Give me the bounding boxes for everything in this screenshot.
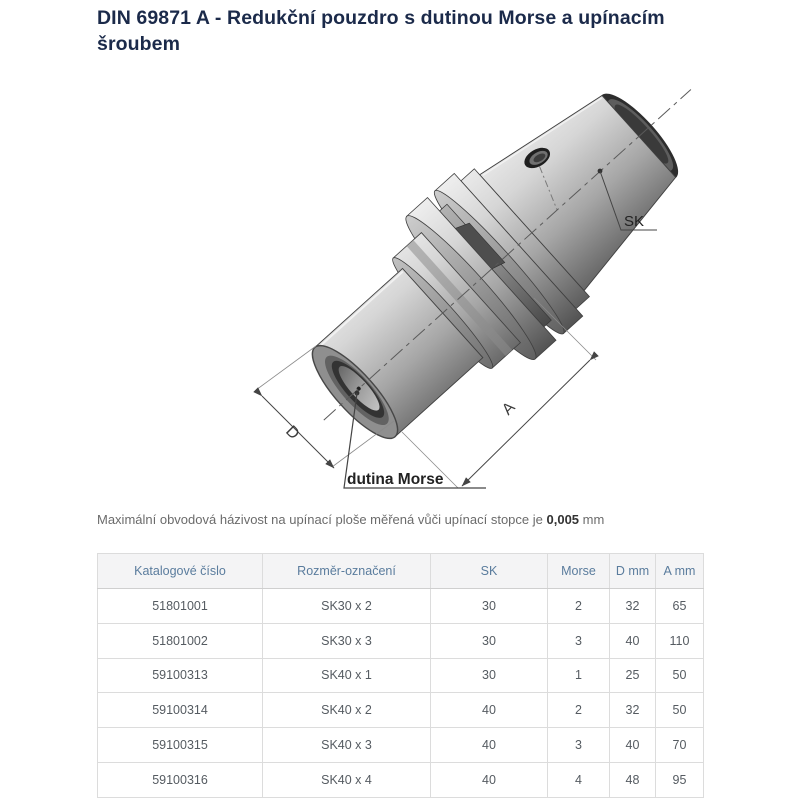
table-cell: 30 [431, 589, 548, 624]
table-row [98, 693, 704, 728]
table-cell: 70 [656, 728, 704, 763]
table-cell: 30 [431, 658, 548, 693]
table-cell: 4 [548, 762, 610, 797]
column-header: Katalogové číslo [98, 554, 263, 589]
spec-table-body [98, 589, 704, 798]
bore-callout-label: dutina Morse [347, 471, 444, 488]
runout-note [97, 512, 757, 527]
table-cell: 40 [431, 693, 548, 728]
table-cell: SK40 x 1 [263, 658, 431, 693]
page-title: DIN 69871 A - Redukční pouzdro s dutinou Morse a upínacím šroubem [97, 7, 665, 55]
table-cell: 48 [610, 762, 656, 797]
table-cell: 40 [431, 762, 548, 797]
table-cell: 51801001 [98, 589, 263, 624]
table-row [98, 658, 704, 693]
table-cell: 59100314 [98, 693, 263, 728]
spec-table-header-row [98, 554, 704, 589]
dimension-d-label: D [282, 422, 303, 444]
table-cell: SK40 x 2 [263, 693, 431, 728]
runout-note-text: Maximální obvodová házivost na upínací ploše měřená vůči upínací stopce je [97, 512, 543, 527]
table-cell: SK40 x 4 [263, 762, 431, 797]
column-header: D mm [610, 554, 656, 589]
table-cell: 51801002 [98, 623, 263, 658]
table-row [98, 589, 704, 624]
column-header: SK [431, 554, 548, 589]
table-row [98, 728, 704, 763]
table-cell: 95 [656, 762, 704, 797]
table-cell: 3 [548, 728, 610, 763]
taper-callout-label: SK [624, 213, 645, 230]
column-header: A mm [656, 554, 704, 589]
dimension-a-label: A [499, 399, 519, 419]
table-cell: 32 [610, 589, 656, 624]
table-cell: 50 [656, 693, 704, 728]
table-cell: 30 [431, 623, 548, 658]
table-row [98, 762, 704, 797]
table-cell: SK40 x 3 [263, 728, 431, 763]
table-cell: 110 [656, 623, 704, 658]
tool-body [260, 18, 756, 491]
column-header: Morse [548, 554, 610, 589]
runout-note-value: 0,005 [546, 512, 580, 527]
table-cell: 2 [548, 693, 610, 728]
table-cell: 59100315 [98, 728, 263, 763]
table-row [98, 623, 704, 658]
table-cell: 59100316 [98, 762, 263, 797]
table-cell: 40 [431, 728, 548, 763]
table-cell: 40 [610, 623, 656, 658]
runout-note-unit: mm [582, 512, 605, 527]
table-cell: SK30 x 2 [263, 589, 431, 624]
table-cell: 40 [610, 728, 656, 763]
table-cell: 65 [656, 589, 704, 624]
column-header: Rozměr-označení [263, 554, 431, 589]
table-cell: SK30 x 3 [263, 623, 431, 658]
table-cell: 32 [610, 693, 656, 728]
table-cell: 25 [610, 658, 656, 693]
table-cell: 2 [548, 589, 610, 624]
spec-table [97, 553, 704, 798]
table-cell: 50 [656, 658, 704, 693]
table-cell: 1 [548, 658, 610, 693]
table-cell: 3 [548, 623, 610, 658]
table-cell: 59100313 [98, 658, 263, 693]
